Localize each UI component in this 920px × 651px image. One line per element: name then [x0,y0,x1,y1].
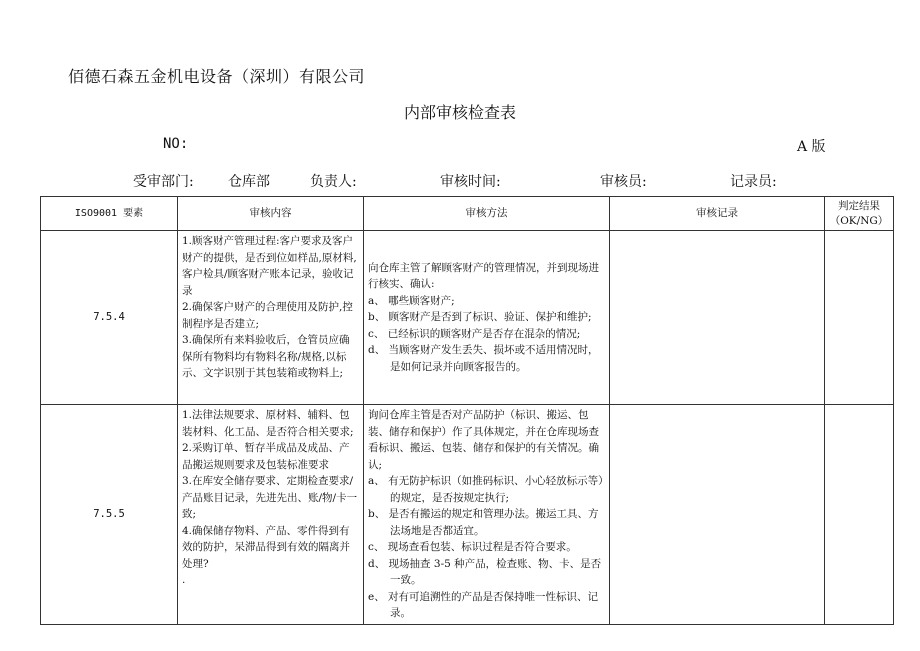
content-item: 3.确保所有来料验收后，仓管员应确保所有物料均有物料名称/规格,以标示、文字识别于其包装箱或物料上; [182,334,350,379]
method-item: c、 已经标识的顾客财产是否存在混杂的情况; [368,327,581,340]
content-item: 2.采购订单、暂存半成品及成品、产品搬运规则要求及包装标准要求 [182,442,350,471]
method-item: a、 有无防护标识（如推码标识、小心轻放标示等）的规定，是否按规定执行; [368,475,604,504]
content-item: 1.顾客财产管理过程:客户要求及客户财产的提供，是否到位如样品,原材料,客户检具/顾客财产账本记录，验收记录 [182,235,357,297]
header-clause: ISO9001 要素 [41,197,178,231]
content-cell [178,405,364,625]
method-intro: 询问仓库主管是否对产品防护（标识、搬运、包装、储存和保护）作了具体规定，并在仓库现场查看标识、搬运、包装、储存和保护的有关情况。确认; [368,409,599,471]
method-intro: 向仓库主管了解顾客财产的管理情况，并到现场进行核实、确认: [368,261,599,291]
audited-department-label: 受审部门: [133,174,194,190]
content-item: . [182,574,186,586]
record-cell[interactable] [610,231,825,405]
clause-cell: 7.5.4 [41,231,178,405]
clause-cell: 7.5.5 [41,405,178,625]
owner-label: 负责人: [310,174,357,190]
method-item: b、 顾客财产是否到了标识、验证、保护和维护; [368,311,592,324]
result-cell[interactable] [825,405,894,625]
content-item: 3.在库安全储存要求、定期检查要求/产品账目记录，先进先出、账/物/卡一致; [182,475,358,520]
result-cell[interactable] [825,231,894,405]
document-number-label: NO: [163,136,189,152]
content-cell [178,231,364,405]
header-record: 审核记录 [610,197,825,231]
auditor-label: 审核员: [600,174,647,190]
method-item: b、 是否有搬运的规定和管理办法。搬运工具、方法场地是否都适宜。 [368,508,599,537]
company-name: 佰德石森五金机电设备（深圳）有限公司 [68,67,366,86]
content-item: 4.确保储存物料、产品、零件得到有效的防护，呆滞品得到有效的隔离并处理? [182,524,350,570]
version-label: A 版 [797,139,826,155]
content-item: 2.确保客户财产的合理使用及防护,控制程序是否建立; [182,301,353,330]
audited-department-value: 仓库部 [228,174,270,190]
record-cell[interactable] [610,405,825,625]
recorder-label: 记录员: [730,174,777,190]
method-item: e、 对有可追溯性的产品是否保持唯一性标识、记录。 [368,590,599,619]
method-item: d、 当顾客财产发生丢失、损坏或不适用情况时，是如何记录并向顾客报告的。 [368,344,599,373]
header-method: 审核方法 [364,197,610,231]
table-row [41,231,894,405]
table-header-row [41,197,894,231]
audit-checklist-table [40,196,894,625]
method-cell [364,231,610,405]
method-item: d、 现场抽查 3-5 种产品，检查账、物、卡、是否一致。 [368,557,602,586]
method-item: c、 现场查看包装、标识过程是否符合要求。 [368,541,577,553]
method-cell [364,405,610,625]
header-content: 审核内容 [178,197,364,231]
document-title: 内部审核检查表 [403,103,516,122]
table-row [41,405,894,625]
content-item: 1.法律法规要求、原材料、辅料、包装材料、化工品、是否符合相关要求; [182,409,354,438]
header-result: 判定结果（OK/NG） [825,197,894,231]
method-item: a、 哪些顾客财产; [368,294,455,307]
audit-time-label: 审核时间: [440,174,501,190]
